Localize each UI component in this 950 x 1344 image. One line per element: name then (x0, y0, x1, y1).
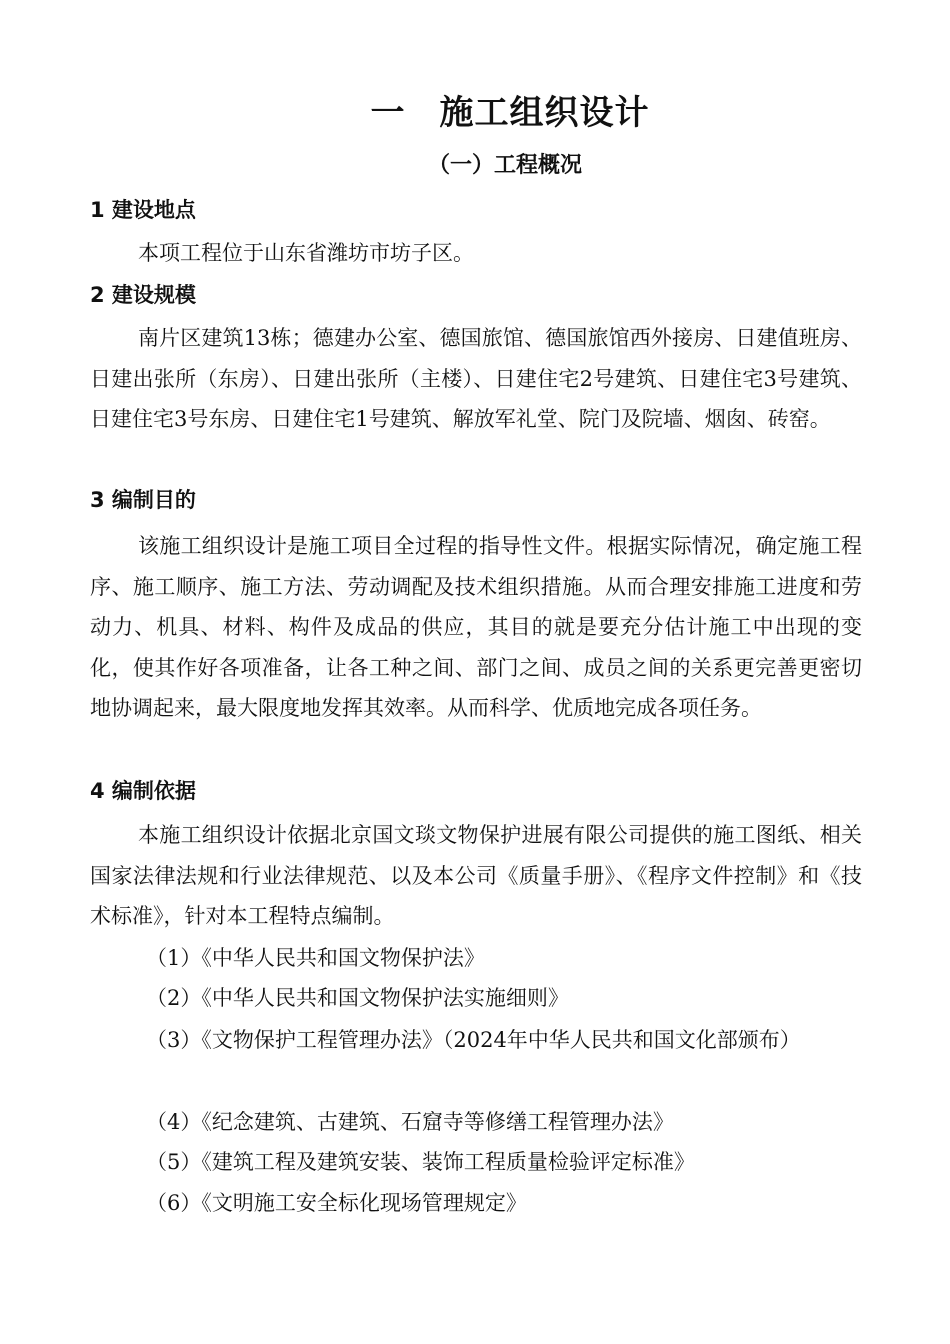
heading-construction-scale: 2 建设规模 (90, 283, 196, 307)
heading-basis: 4 编制依据 (90, 779, 196, 803)
basis-item: （4）《纪念建筑、古建筑、石窟寺等修缮工程管理办法》 (146, 1110, 674, 1134)
section-subtitle: （一）工程概况 (427, 153, 582, 178)
paragraph-construction-scale: 南片区建筑13栋；德建办公室、德国旅馆、德国旅馆西外接房、日建值班房、日建出张所（东房）、日建出张所（主楼）、日建住宅2号建筑、日建住宅3号建筑、日建住宅3号东房、日建住宅1号建筑、解放军礼堂、院门及院墙、烟囱、砖窑。 (90, 326, 862, 432)
heading-construction-site: 1 建设地点 (90, 198, 196, 222)
document-title (0, 88, 950, 138)
paragraph-purpose: 该施工组织设计是施工项目全过程的指导性文件。根据实际情况，确定施工程序、施工顺序、施工方法、劳动调配及技术组织措施。从而合理安排施工进度和劳动力、机具、材料、构件及成品的供应，其目的就是要充分估计施工中出现的变化，使其作好各项准备，让各工种之间、部门之间、成员之间的关系更完善更密切地协调起来，最大限度地发挥其效率。从而科学、优质地完成各项任务。 (90, 534, 862, 721)
basis-item: （5）《建筑工程及建筑安装、装饰工程质量检验评定标准》 (146, 1150, 695, 1174)
heading-purpose: 3 编制目的 (90, 488, 196, 512)
basis-item: （1）《中华人民共和国文物保护法》 (146, 946, 485, 970)
basis-item: （3）《文物保护工程管理办法》（2024年中华人民共和国文化部颁布） (146, 1028, 801, 1052)
paragraph-construction-site: 本项工程位于山东省潍坊市坊子区。 (138, 241, 474, 265)
title-number: 一 (370, 93, 406, 133)
paragraph-basis: 本施工组织设计依据北京国文琰文物保护进展有限公司提供的施工图纸、相关国家法律法规和行业法律规范、以及本公司《质量手册》、《程序文件控制》和《技术标准》，针对本工程特点编制。 (90, 823, 862, 929)
title-text: 施工组织设计 (439, 93, 650, 133)
basis-item: （6）《文明施工安全标化现场管理规定》 (146, 1191, 527, 1215)
basis-item: （2）《中华人民共和国文物保护法实施细则》 (146, 986, 569, 1010)
